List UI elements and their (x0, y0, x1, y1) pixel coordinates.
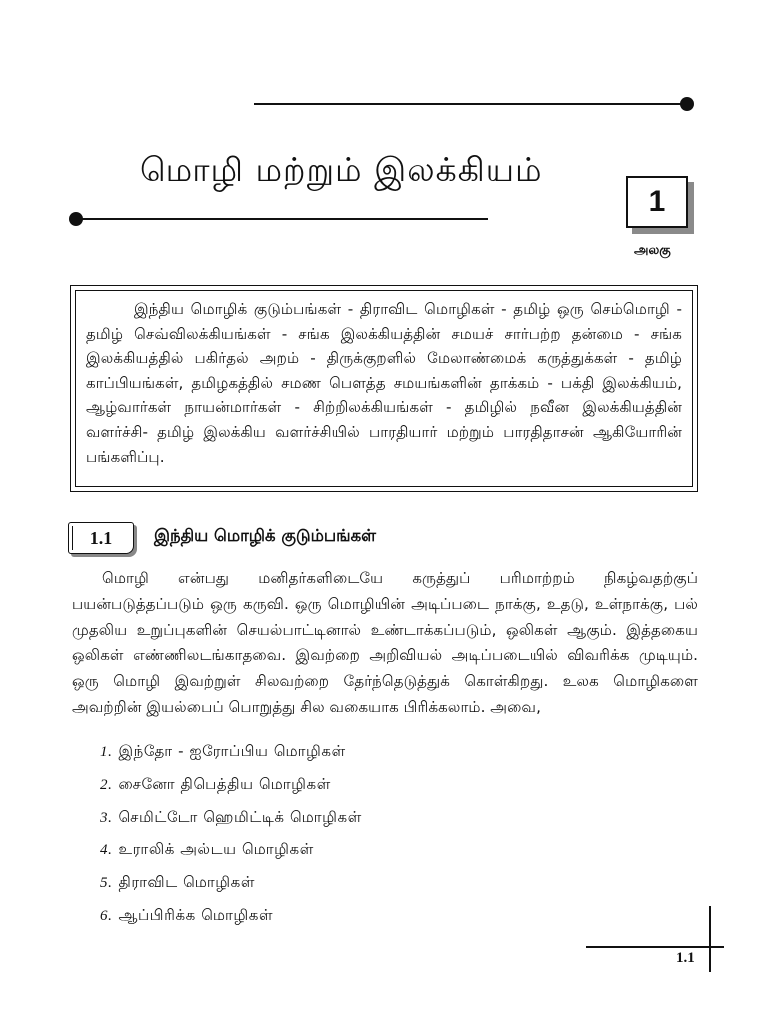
list-item (100, 742, 362, 775)
list-item-number: 3. (100, 809, 113, 826)
list-item-text: சைனோ திபெத்திய மொழிகள் (118, 774, 331, 793)
list-item-text: உராலிக் அல்டய மொழிகள் (118, 840, 314, 859)
top-rule-dot (680, 97, 694, 111)
language-family-list (100, 742, 362, 939)
list-item-text: ஆப்பிரிக்க மொழிகள் (118, 905, 274, 924)
list-item (100, 873, 362, 906)
unit-label: அலகு (634, 243, 671, 258)
list-item-text: திராவிட மொழிகள் (118, 873, 255, 892)
list-item (100, 775, 362, 808)
section-number: 1.1 (89, 527, 113, 548)
list-item-number: 5. (100, 875, 113, 892)
bottom-rule (80, 218, 488, 220)
top-rule (254, 103, 688, 105)
page-number: 1.1 (676, 950, 695, 966)
summary-box (70, 285, 698, 492)
footer-horizontal-rule (586, 946, 724, 948)
section-title: இந்திய மொழிக் குடும்பங்கள் (154, 526, 377, 545)
section-number-scroll (68, 522, 134, 554)
section-paragraph: மொழி என்பது மனிதர்களிடையே கருத்துப் பரிமாற்றம் நிகழ்வதற்குப் பயன்படுத்தப்படும் ஒரு கருவி. ஒரு மொழியின் அடிப்படை நாக்கு, உதடு, உள்நாக்கு, பல் முதலிய உறுப்புகளின் செயல்பாட்டினால் உண்டாக்கப்படும், ஒலிகள் ஆகும். இத்தகைய ஒலிகள் எண்ணிலடங்காதவை. இவற்றை அறிவியல் அடிப்படையில் விவரிக்க முடியும். ஒரு மொழி இவற்றுள் சிலவற்றை தேர்ந்தெடுத்துக் கொள்கிறது. உலக மொழிகளை அவற்றின் இயல்பைப் பொறுத்து சில வகையாக பிரிக்கலாம். அவை, (72, 569, 698, 716)
list-item-text: இந்தோ - ஐரோப்பிய மொழிகள் (118, 742, 346, 760)
bottom-rule-dot (69, 212, 83, 226)
list-item-number: 1. (100, 744, 113, 760)
list-item-number: 2. (100, 776, 113, 793)
list-item (100, 840, 362, 873)
footer-vertical-rule (709, 906, 711, 972)
list-item (100, 808, 362, 841)
list-item-text: செமிட்டோ ஹெமிட்டிக் மொழிகள் (118, 807, 362, 826)
unit-number: 1 (648, 185, 666, 218)
unit-number-box (626, 176, 688, 228)
list-item (100, 906, 362, 939)
chapter-title: மொழி மற்றும் இலக்கியம் (140, 150, 543, 190)
list-item-number: 6. (100, 907, 113, 924)
summary-text: இந்திய மொழிக் குடும்பங்கள் - திராவிட மொழிகள் - தமிழ் ஒரு செம்மொழி - தமிழ் செவ்விலக்கியங்கள் - சங்க இலக்கியத்தின் சமயச் சார்பற்ற தன்மை - சங்க இலக்கியத்தில் பகிர்தல் அறம் - திருக்குறளில் மேலாண்மைக் கருத்துக்கள் - தமிழ் காப்பியங்கள், தமிழகத்தில் சமண பௌத்த சமயங்களின் தாக்கம் - பக்தி இலக்கியம், ஆழ்வார்கள் நாயன்மார்கள் - சிற்றிலக்கியங்கள் - தமிழில் நவீன இலக்கியத்தின் வளர்ச்சி- தமிழ் இலக்கிய வளர்ச்சியில் பாரதியார் மற்றும் பாரதிதாசன் ஆகியோரின் பங்களிப்பு. (75, 290, 693, 487)
list-item-number: 4. (100, 842, 113, 859)
